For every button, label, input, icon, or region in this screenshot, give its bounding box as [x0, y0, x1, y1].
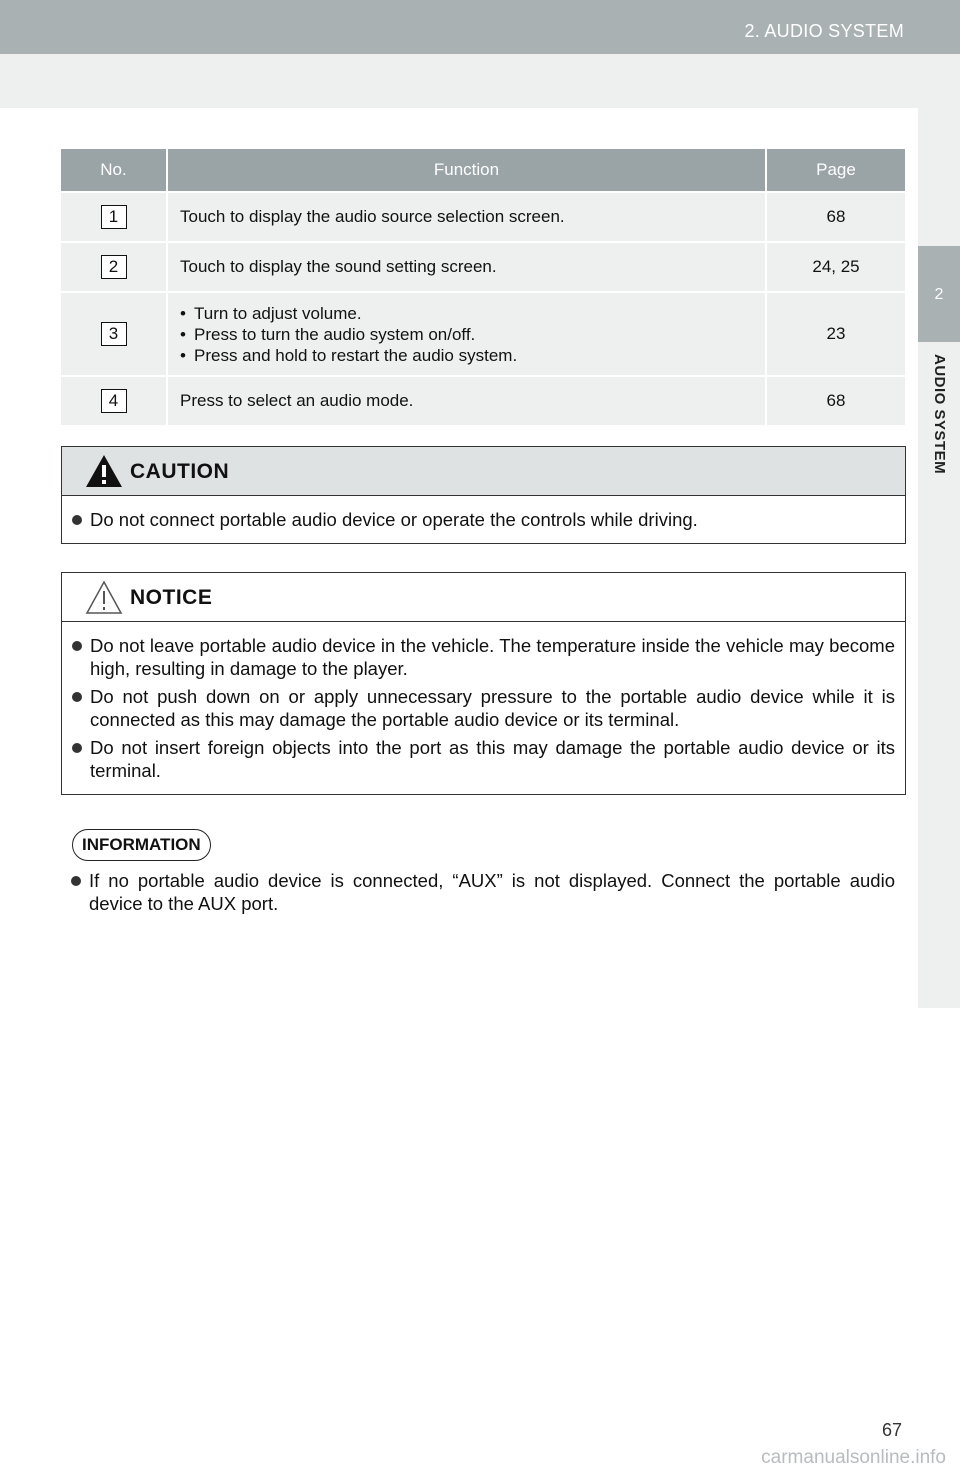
list-item: • Press and hold to restart the audio system. [180, 345, 753, 366]
row-number-cell [61, 375, 168, 425]
row-number-cell [61, 241, 168, 291]
side-strip [918, 108, 960, 1008]
caution-box [61, 446, 906, 544]
caution-header [62, 447, 905, 496]
notice-triangle-icon [84, 579, 124, 615]
number-box: 1 [101, 205, 127, 229]
chapter-label: AUDIO SYSTEM [931, 354, 948, 475]
header-bar [0, 0, 960, 54]
header-no: No. [61, 149, 168, 191]
list-item: Do not leave portable audio device in the vehicle. The temperature inside the vehicle may become high, resulting in damage to the player. [70, 634, 895, 680]
information-list [69, 869, 895, 915]
warning-triangle-icon [84, 453, 124, 489]
function-bullet-list [180, 303, 753, 366]
list-item: Do not connect portable audio device or operate the controls while driving. [70, 508, 895, 531]
notice-header [62, 573, 905, 622]
row-number-cell [61, 191, 168, 241]
chapter-number: 2 [934, 286, 944, 303]
list-item: Do not insert foreign objects into the port as this may damage the portable audio device or its terminal. [70, 736, 895, 782]
caution-title: CAUTION [130, 460, 230, 483]
notice-title: NOTICE [130, 586, 213, 609]
list-item: • Turn to adjust volume. [180, 303, 753, 324]
page-cell: 68 [767, 375, 905, 425]
page-cell: 68 [767, 191, 905, 241]
list-item: If no portable audio device is connected, “AUX” is not displayed. Connect the portable audio device to the AUX port. [69, 869, 895, 915]
list-item: • Press to turn the audio system on/off. [180, 324, 753, 345]
notice-box [61, 572, 906, 795]
header-function: Function [168, 149, 767, 191]
information-badge: INFORMATION [72, 829, 211, 861]
function-cell: Touch to display the audio source selection screen. [168, 191, 767, 241]
caution-list [62, 496, 905, 543]
section-title: 2. AUDIO SYSTEM [744, 21, 904, 41]
table-row [61, 375, 905, 425]
list-item: Do not push down on or apply unnecessary pressure to the portable audio device while it is connected as this may damage the portable audio device or its terminal. [70, 685, 895, 731]
chapter-tab [918, 246, 960, 342]
header-page: Page [767, 149, 905, 191]
notice-list [62, 622, 905, 794]
watermark: carmanualsonline.info [761, 1447, 946, 1468]
number-box: 4 [101, 389, 127, 413]
table-row [61, 191, 905, 241]
function-table [61, 149, 905, 425]
page-cell: 24, 25 [767, 241, 905, 291]
table-row [61, 291, 905, 375]
table-header-row [61, 149, 905, 191]
function-cell: Touch to display the sound setting screen. [168, 241, 767, 291]
page-number: 67 [881, 1420, 902, 1440]
number-box: 3 [101, 322, 127, 346]
number-box: 2 [101, 255, 127, 279]
page-cell: 23 [767, 291, 905, 375]
row-number-cell [61, 291, 168, 375]
function-cell: Press to select an audio mode. [168, 375, 767, 425]
table-row [61, 241, 905, 291]
function-cell [168, 291, 767, 375]
